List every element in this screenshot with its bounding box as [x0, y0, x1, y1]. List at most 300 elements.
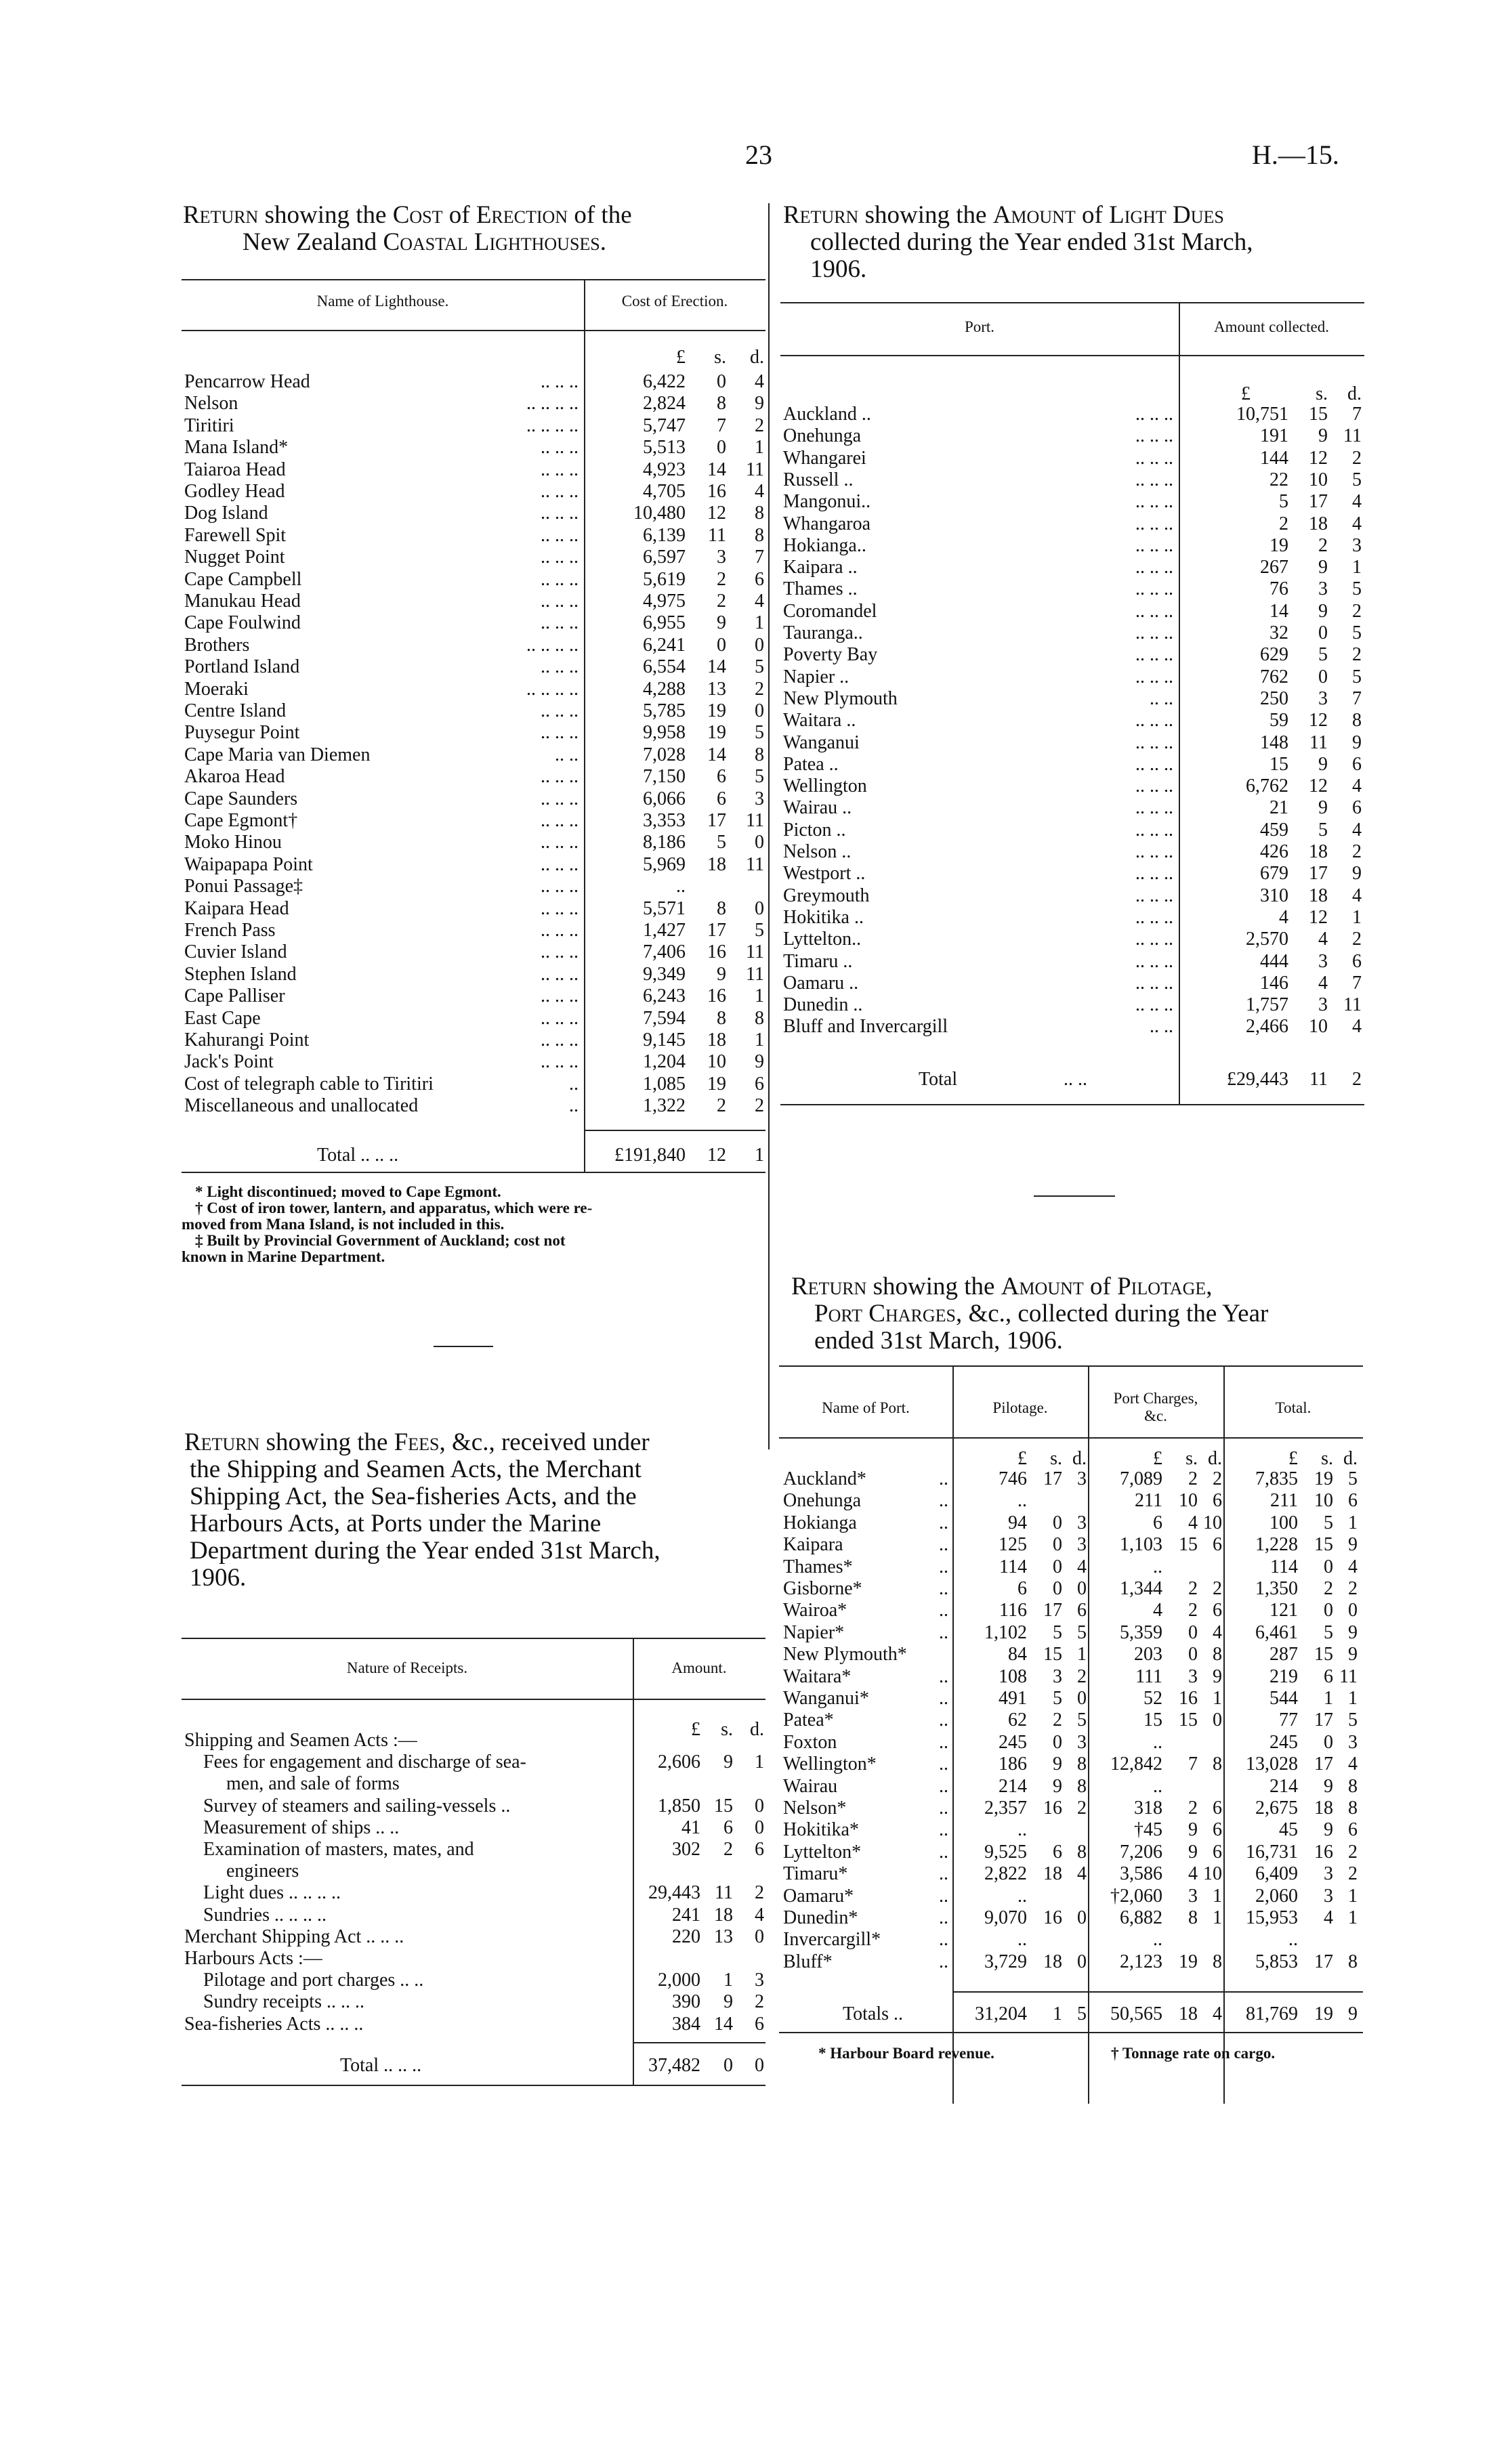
light-dues-pounds: 4 [1279, 906, 1288, 928]
lighthouse-cost-pence: 7 [755, 547, 764, 568]
pilotage-pilotage-pounds: 94 [1008, 1512, 1027, 1533]
pilotage-port-header: Name of Port. [822, 1399, 910, 1416]
pilotage-total-pounds: 6,461 [1255, 1621, 1298, 1643]
lighthouse-cost-pounds: 6,066 [643, 788, 686, 809]
pilotage-port-charges-pounds: 7,206 [1120, 1841, 1162, 1863]
pilotage-unit-header: s. [1050, 1448, 1062, 1469]
pilotage-port-charges-pounds: 52 [1143, 1688, 1162, 1709]
pilotage-pilotage-shillings: 18 [1043, 1951, 1062, 1972]
pilotage-total-shillings: 16 [1314, 1841, 1333, 1863]
lighthouse-cost-pence: 11 [746, 963, 764, 985]
pilotage-pilotage-pence: 5 [1077, 1621, 1087, 1643]
pilotage-port-charges-pence: 4 [1213, 1621, 1222, 1643]
pilotage-pilotage-pounds: 3,729 [984, 1951, 1027, 1972]
fees-title-line: Shipping Act, the Sea-fisheries Acts, and the [190, 1483, 637, 1510]
pilotage-totals-pilotage-pounds: 31,204 [975, 2003, 1027, 2024]
lighthouse-header-rule [182, 330, 765, 331]
fees-header-rule [182, 1699, 765, 1700]
pilotage-port-name: Waitara* [783, 1665, 852, 1687]
light-dues-total-shillings: 11 [1309, 1069, 1328, 1090]
pilotage-total-pounds: 2,675 [1255, 1798, 1298, 1819]
light-dues-unit-header: s. [1316, 383, 1328, 404]
pilotage-pilotage-pounds: 2,357 [984, 1798, 1027, 1819]
fees-title-line: Harbours Acts, at Ports under the Marine [190, 1510, 602, 1537]
lighthouse-leader-dots: .. .. .. [541, 371, 579, 392]
lighthouse-name: Brothers [184, 634, 250, 656]
pilotage-pilotage-shillings: 15 [1043, 1644, 1062, 1665]
pilotage-port-charges-pounds: 203 [1134, 1644, 1162, 1665]
pilotage-total-pounds: 15,953 [1246, 1907, 1298, 1928]
lighthouse-cost-pence: 9 [755, 393, 764, 415]
pilotage-total-pence: 9 [1348, 1534, 1358, 1556]
pilotage-port-charges-shillings: 8 [1188, 1907, 1198, 1928]
fees-total-pence: 0 [755, 2055, 764, 2076]
fees-amount-pence: 4 [755, 1904, 764, 1926]
lighthouse-cost-pence: 2 [755, 678, 764, 700]
light-dues-pounds: 679 [1260, 863, 1288, 885]
fees-amount-pence: 2 [755, 1882, 764, 1904]
lighthouse-cost-pounds: 5,619 [643, 568, 686, 590]
lighthouse-total-label: Total .. .. .. [317, 1145, 399, 1166]
pilotage-port-charges-pounds: .. [1153, 1731, 1162, 1753]
light-dues-port-name: Waitara .. [783, 710, 856, 731]
lighthouse-cost-pence: 2 [755, 415, 764, 436]
lighthouse-leader-dots: .. .. .. [541, 437, 579, 459]
lighthouse-footnote: † Cost of iron tower, lantern, and apparatus, which were re- [195, 1199, 593, 1216]
pilotage-port-name: Napier* [783, 1621, 845, 1643]
light-dues-leader-dots: .. .. .. [1135, 710, 1173, 731]
lighthouse-leader-dots: .. .. .. [541, 897, 579, 919]
lighthouse-cost-pence: 0 [755, 700, 764, 721]
lighthouse-leader-dots: .. .. .. [541, 963, 579, 985]
lighthouse-cost-pence: 5 [755, 766, 764, 788]
light-dues-port-name: Picton .. [783, 819, 846, 841]
pilotage-pilotage-shillings: 3 [1053, 1665, 1062, 1687]
pilotage-leader-dots: .. [939, 1512, 948, 1533]
light-dues-port-name: Wanganui [783, 731, 860, 753]
light-dues-pounds: 19 [1269, 534, 1288, 556]
light-dues-pence: 4 [1352, 1016, 1362, 1038]
light-dues-shillings: 3 [1318, 994, 1328, 1016]
lighthouse-name-header: Name of Lighthouse. [316, 293, 449, 310]
pilotage-pilotage-pence: 8 [1077, 1775, 1087, 1797]
column-divider [768, 203, 770, 1449]
pilotage-pilotage-shillings: 0 [1053, 1512, 1062, 1533]
light-dues-header-rule [780, 355, 1364, 356]
pilotage-leader-dots: .. [939, 1731, 948, 1753]
pilotage-port-charges-pence: 6 [1213, 1841, 1222, 1863]
pilotage-pilotage-pounds: 108 [999, 1665, 1027, 1687]
light-dues-leader-dots: .. .. .. [1135, 644, 1173, 666]
lighthouse-cost-pounds: 6,139 [643, 524, 686, 546]
pilotage-port-charges-shillings: 10 [1179, 1490, 1198, 1512]
light-dues-shillings: 5 [1318, 644, 1328, 666]
light-dues-shillings: 11 [1309, 731, 1328, 753]
lighthouse-cost-shillings: 19 [707, 700, 726, 721]
lighthouse-name: Taiaroa Head [184, 459, 286, 480]
fees-amount-pence: 6 [755, 1839, 764, 1860]
fees-amount-pence: 2 [755, 1991, 764, 2013]
light-dues-shillings: 9 [1318, 557, 1328, 578]
light-dues-leader-dots: .. .. .. [1135, 447, 1173, 469]
lighthouse-footnote: ‡ Built by Provincial Government of Auckland; cost not [195, 1232, 566, 1249]
light-dues-port-name: Wairau .. [783, 797, 852, 819]
lighthouse-cost-pence: 8 [755, 524, 764, 546]
pilotage-pilotage-pounds: 6 [1017, 1578, 1027, 1599]
pilotage-leader-dots: .. [939, 1951, 948, 1972]
fees-amount-pounds: 2,000 [658, 1970, 700, 1991]
fees-receipt-label: men, and sale of forms [226, 1773, 400, 1795]
fees-amount-shillings: 13 [714, 1926, 733, 1947]
lighthouse-cost-pounds: 4,975 [643, 591, 686, 612]
pilotage-total-pence: 3 [1348, 1731, 1358, 1753]
lighthouse-leader-dots: .. .. .. .. [526, 415, 579, 436]
pilotage-total-shillings: 5 [1324, 1512, 1333, 1533]
lighthouse-cost-pounds: 6,597 [643, 547, 686, 568]
light-dues-pence: 2 [1352, 600, 1362, 622]
lighthouse-cost-pence: 8 [755, 1007, 764, 1029]
pilotage-port-charges-pence: 0 [1213, 1709, 1222, 1731]
pilotage-unit-header: £ [1288, 1448, 1298, 1469]
pilotage-total-pence: 8 [1348, 1798, 1358, 1819]
fees-receipt-label: Pilotage and port charges .. .. [203, 1970, 424, 1991]
lighthouse-name: Portland Island [184, 656, 300, 678]
pilotage-leader-dots: .. [939, 1863, 948, 1885]
pilotage-total-pence: 6 [1348, 1819, 1358, 1841]
pilotage-totals-total-shillings: 19 [1314, 2003, 1333, 2024]
light-dues-shillings: 9 [1318, 797, 1328, 819]
pilotage-pilotage-shillings: 0 [1053, 1578, 1062, 1599]
pilotage-leader-dots: .. [939, 1578, 948, 1599]
pilotage-port-charges-pounds: 2,123 [1120, 1951, 1162, 1972]
pilotage-port-name: Wairau [783, 1775, 838, 1797]
lighthouse-unit-header: £ [676, 347, 686, 368]
fees-amount-pence: 0 [755, 1795, 764, 1817]
lighthouse-cost-shillings: 11 [708, 524, 726, 546]
fees-amount-pounds: 384 [672, 2013, 700, 2035]
light-dues-pence: 2 [1352, 929, 1362, 950]
light-dues-shillings: 9 [1318, 600, 1328, 622]
pilotage-port-name: Lyttelton* [783, 1841, 862, 1863]
fees-amount-shillings: 6 [723, 1817, 733, 1838]
fees-amount-pence: 1 [755, 1751, 764, 1773]
light-dues-port-name: Russell .. [783, 469, 854, 490]
pilotage-total-shillings: 17 [1314, 1951, 1333, 1972]
light-dues-pounds: 2,466 [1246, 1016, 1288, 1038]
lighthouse-footnote: * Light discontinued; moved to Cape Egmont. [195, 1183, 501, 1200]
pilotage-port-name: Onehunga [783, 1490, 862, 1512]
pilotage-port-charges-pounds: 6 [1153, 1512, 1162, 1533]
light-dues-shillings: 9 [1318, 753, 1328, 775]
pilotage-pilotage-pence: 3 [1077, 1731, 1087, 1753]
light-dues-leader-dots: .. .. .. [1135, 950, 1173, 972]
fees-amount-shillings: 9 [723, 1991, 733, 2013]
pilotage-pilotage-pounds: 9,070 [984, 1907, 1027, 1928]
lighthouse-cost-pence: 2 [755, 1095, 764, 1117]
light-dues-shillings: 10 [1309, 1016, 1328, 1038]
light-dues-pounds: 250 [1260, 687, 1288, 709]
pilotage-pilotage-pounds: .. [1017, 1490, 1027, 1512]
pilotage-pilotage-pence: 8 [1077, 1841, 1087, 1863]
fees-amount-pounds: 29,443 [648, 1882, 700, 1904]
lighthouse-cost-pounds: 3,353 [643, 810, 686, 831]
lighthouse-name: Moeraki [184, 678, 249, 700]
pilotage-leader-dots: .. [939, 1490, 948, 1512]
pilotage-pilotage-shillings: 5 [1053, 1621, 1062, 1643]
light-dues-shillings: 18 [1309, 513, 1328, 534]
light-dues-pence: 5 [1352, 622, 1362, 643]
light-dues-shillings: 12 [1309, 447, 1328, 469]
pilotage-total-pence: 2 [1348, 1863, 1358, 1885]
document-reference: H.—15. [1252, 140, 1339, 170]
pilotage-port-charges-pence: 8 [1213, 1644, 1222, 1665]
lighthouse-cost-pounds: 6,243 [643, 985, 686, 1007]
pilotage-port-charges-pounds: 318 [1134, 1798, 1162, 1819]
lighthouse-leader-dots: .. .. .. [541, 1051, 579, 1073]
pilotage-leader-dots: .. [939, 1798, 948, 1819]
pilotage-total-shillings: 9 [1324, 1775, 1333, 1797]
light-dues-port-name: Hokitika .. [783, 906, 864, 928]
pilotage-port-charges-pounds: .. [1153, 1929, 1162, 1951]
light-dues-leader-dots: .. .. .. [1135, 753, 1173, 775]
light-dues-port-name: Patea .. [783, 753, 839, 775]
pilotage-total-pence: 2 [1348, 1578, 1358, 1599]
lighthouse-cost-shillings: 19 [707, 722, 726, 744]
light-dues-leader-dots: .. .. .. [1135, 797, 1173, 819]
lighthouse-cost-pence: 8 [755, 744, 764, 765]
light-dues-port-name: Poverty Bay [783, 644, 878, 666]
lighthouse-table-rule [182, 279, 765, 280]
light-dues-leader-dots: .. .. .. [1135, 469, 1173, 490]
light-dues-table-rule [780, 302, 1364, 303]
lighthouse-cost-pounds: 1,322 [643, 1095, 686, 1117]
light-dues-pounds: 1,757 [1246, 994, 1288, 1016]
pilotage-pilotage-pence: 2 [1077, 1665, 1087, 1687]
lighthouse-cost-pounds: 6,955 [643, 612, 686, 634]
pilotage-total-pounds: 6,409 [1255, 1863, 1298, 1885]
light-dues-port-name: Timaru .. [783, 950, 853, 972]
pilotage-pilotage-pence: 5 [1077, 1709, 1087, 1731]
pilotage-pilotage-pence: 1 [1077, 1644, 1087, 1665]
pilotage-port-name: Dunedin* [783, 1907, 858, 1928]
fees-receipt-label: Shipping and Seamen Acts :— [184, 1730, 417, 1751]
fees-amount-pence: 3 [755, 1970, 764, 1991]
lighthouse-cost-shillings: 18 [707, 853, 726, 875]
pilotage-total-pounds: 219 [1269, 1665, 1298, 1687]
pilotage-footnote-harbour-board: * Harbour Board revenue. [818, 2045, 994, 2062]
pilotage-port-charges-pence: 6 [1213, 1798, 1222, 1819]
light-dues-leader-dots: .. .. .. [1135, 776, 1173, 797]
light-dues-pence: 5 [1352, 578, 1362, 600]
pilotage-pilotage-shillings: 0 [1053, 1731, 1062, 1753]
pilotage-leader-dots: .. [939, 1534, 948, 1556]
lighthouse-cost-pounds: 8,186 [643, 832, 686, 853]
pilotage-port-charges-pence: 8 [1213, 1754, 1222, 1775]
lighthouse-leader-dots: .. [569, 1095, 579, 1117]
light-dues-pence: 2 [1352, 447, 1362, 469]
light-dues-pounds: 2,570 [1246, 929, 1288, 950]
pilotage-total-pounds: 1,228 [1255, 1534, 1298, 1556]
fees-amount-shillings: 15 [714, 1795, 733, 1817]
lighthouse-cost-pounds: 7,594 [643, 1007, 686, 1029]
lighthouse-leader-dots: .. .. .. .. [526, 678, 579, 700]
light-dues-port-name: Napier .. [783, 666, 849, 687]
fees-receipt-label: engineers [226, 1861, 299, 1882]
pilotage-pilotage-pence: 0 [1077, 1951, 1087, 1972]
light-dues-pounds: 146 [1260, 972, 1288, 994]
light-dues-shillings: 12 [1309, 906, 1328, 928]
lighthouse-cost-shillings: 2 [717, 568, 726, 590]
pilotage-leader-dots: .. [939, 1885, 948, 1907]
fees-title-line: the Shipping and Seamen Acts, the Merchant [190, 1456, 642, 1483]
pilotage-pilotage-pounds: 9,525 [984, 1841, 1027, 1863]
pilotage-pilotage-pounds: 1,102 [984, 1621, 1027, 1643]
pilotage-total-shillings: 17 [1314, 1709, 1333, 1731]
pilotage-port-charges-pence: 1 [1213, 1688, 1222, 1709]
lighthouse-cost-pounds: 5,571 [643, 897, 686, 919]
light-dues-shillings: 4 [1318, 972, 1328, 994]
light-dues-port-name: Greymouth [783, 885, 870, 906]
pilotage-port-name: Auckland* [783, 1468, 866, 1489]
pilotage-total-pence: 9 [1348, 1644, 1358, 1665]
pilotage-total-pounds: 13,028 [1246, 1754, 1298, 1775]
pilotage-pilotage-shillings: 2 [1053, 1709, 1062, 1731]
light-dues-port-name: Auckland .. [783, 404, 871, 425]
pilotage-totals-total-pence: 9 [1348, 2003, 1358, 2024]
lighthouse-cost-pounds: 5,969 [643, 853, 686, 875]
lighthouse-cost-pence: 1 [755, 985, 764, 1007]
lighthouse-name: East Cape [184, 1007, 261, 1029]
lighthouse-leader-dots: .. .. .. [541, 1029, 579, 1050]
lighthouse-name: Cape Palliser [184, 985, 285, 1007]
pilotage-total-shillings: 9 [1324, 1819, 1333, 1841]
pilotage-total-pounds: 287 [1269, 1644, 1298, 1665]
fees-amount-shillings: 1 [723, 1970, 733, 1991]
fees-total-shillings: 0 [723, 2055, 733, 2076]
pilotage-port-charges-pence: 1 [1213, 1885, 1222, 1907]
light-dues-shillings: 5 [1318, 819, 1328, 841]
pilotage-pilotage-pounds: .. [1017, 1885, 1027, 1907]
light-dues-pence: 7 [1352, 687, 1362, 709]
pilotage-pilotage-shillings: 17 [1043, 1468, 1062, 1489]
lighthouse-cost-pounds: 4,923 [643, 459, 686, 480]
pilotage-total-pounds: .. [1288, 1929, 1298, 1951]
pilotage-pilotage-pence: 2 [1077, 1798, 1087, 1819]
pilotage-footnote-tonnage: † Tonnage rate on cargo. [1111, 2045, 1276, 2062]
fees-amount-header: Amount. [671, 1659, 727, 1676]
lighthouse-cost-shillings: 14 [707, 656, 726, 678]
pilotage-port-charges-pounds: .. [1153, 1775, 1162, 1797]
pilotage-pilotage-pounds: 186 [999, 1754, 1027, 1775]
light-dues-shillings: 0 [1318, 666, 1328, 687]
fees-unit-header: £ [691, 1719, 700, 1740]
fees-nature-header: Nature of Receipts. [346, 1659, 468, 1676]
pilotage-pilotage-shillings: 9 [1053, 1775, 1062, 1797]
light-dues-pounds: 267 [1260, 557, 1288, 578]
pilotage-total-shillings: 2 [1324, 1578, 1333, 1599]
lighthouse-cost-pounds: 7,028 [643, 744, 686, 765]
lighthouse-name: Centre Island [184, 700, 287, 721]
light-dues-pence: 6 [1352, 753, 1362, 775]
lighthouse-name: Cape Saunders [184, 788, 298, 809]
lighthouse-name: Farewell Spit [184, 524, 287, 546]
pilotage-total-shillings: 1 [1324, 1688, 1333, 1709]
fees-bottom-rule [182, 2085, 765, 2086]
pilotage-port-name: Wairoa* [783, 1600, 847, 1621]
pilotage-pilotage-shillings: 16 [1043, 1907, 1062, 1928]
lighthouse-leader-dots: .. .. .. [541, 722, 579, 744]
fees-receipt-label: Survey of steamers and sailing-vessels .. [203, 1795, 511, 1817]
pilotage-port-charges-shillings: 15 [1179, 1534, 1198, 1556]
light-dues-total-label: Total [919, 1069, 958, 1090]
light-dues-port-name: Westport .. [783, 863, 866, 885]
light-dues-pounds: 426 [1260, 841, 1288, 862]
pilotage-port-name: Hokitika* [783, 1819, 859, 1841]
lighthouse-name: Cuvier Island [184, 941, 287, 963]
pilotage-total-shillings: 17 [1314, 1754, 1333, 1775]
pilotage-total-pounds: 544 [1269, 1688, 1298, 1709]
light-dues-pence: 6 [1352, 797, 1362, 819]
lighthouse-leader-dots: .. .. .. [541, 920, 579, 941]
light-dues-leader-dots: .. .. .. [1135, 404, 1173, 425]
lighthouse-name: Kahurangi Point [184, 1029, 310, 1050]
pilotage-pilotage-shillings: 6 [1053, 1841, 1062, 1863]
lighthouse-leader-dots: .. .. .. .. [526, 634, 579, 656]
pilotage-total-pounds: 100 [1269, 1512, 1298, 1533]
pilotage-total-pounds: 5,853 [1255, 1951, 1298, 1972]
lighthouse-leader-dots: .. .. .. [541, 459, 579, 480]
lighthouse-cost-pence: 4 [755, 591, 764, 612]
light-dues-leader-dots: .. .. .. [1135, 578, 1173, 600]
pilotage-port-name: Patea* [783, 1709, 834, 1731]
lighthouse-cost-pence: 8 [755, 503, 764, 524]
pilotage-pilotage-pounds: 62 [1008, 1709, 1027, 1731]
pilotage-totals-label: Totals .. [843, 2003, 904, 2024]
lighthouse-cost-shillings: 7 [717, 415, 726, 436]
lighthouse-cost-pounds: 5,747 [643, 415, 686, 436]
lighthouse-cost-shillings: 14 [707, 459, 726, 480]
pilotage-total-pence: 2 [1348, 1841, 1358, 1863]
pilotage-total-pence: 11 [1339, 1665, 1358, 1687]
pilotage-port-name: Wanganui* [783, 1688, 869, 1709]
light-dues-leader-dots: .. .. .. [1135, 972, 1173, 994]
lighthouse-cost-pounds: 6,554 [643, 656, 686, 678]
pilotage-port-charges-shillings: 7 [1188, 1754, 1198, 1775]
light-dues-leader-dots: .. .. .. [1135, 600, 1173, 622]
lighthouse-cost-pounds: 5,785 [643, 700, 686, 721]
lighthouse-total-shillings: 12 [707, 1145, 726, 1166]
lighthouse-leader-dots: .. .. .. [541, 941, 579, 963]
pilotage-pilotage-pounds: 116 [999, 1600, 1027, 1621]
lighthouse-cost-shillings: 13 [707, 678, 726, 700]
light-dues-pounds: 148 [1260, 731, 1288, 753]
lighthouse-total-pounds: £191,840 [614, 1145, 686, 1166]
pilotage-total-pounds: 121 [1269, 1600, 1298, 1621]
light-dues-amount-header: Amount collected. [1214, 318, 1329, 335]
light-dues-pence: 2 [1352, 644, 1362, 666]
pilotage-port-name: Bluff* [783, 1951, 833, 1972]
light-dues-unit-header: d. [1347, 383, 1362, 404]
lighthouse-name: Cape Campbell [184, 568, 302, 590]
light-dues-port-name: Whangaroa [783, 513, 871, 534]
lighthouse-cost-pounds: 1,085 [643, 1073, 686, 1095]
light-dues-pounds: 762 [1260, 666, 1288, 687]
fees-amount-pence: 6 [755, 2013, 764, 2035]
lighthouse-cost-shillings: 12 [707, 503, 726, 524]
pilotage-total-pence: 1 [1348, 1885, 1358, 1907]
lighthouse-cost-pounds: 6,422 [643, 371, 686, 392]
lighthouse-leader-dots: .. .. .. [541, 547, 579, 568]
